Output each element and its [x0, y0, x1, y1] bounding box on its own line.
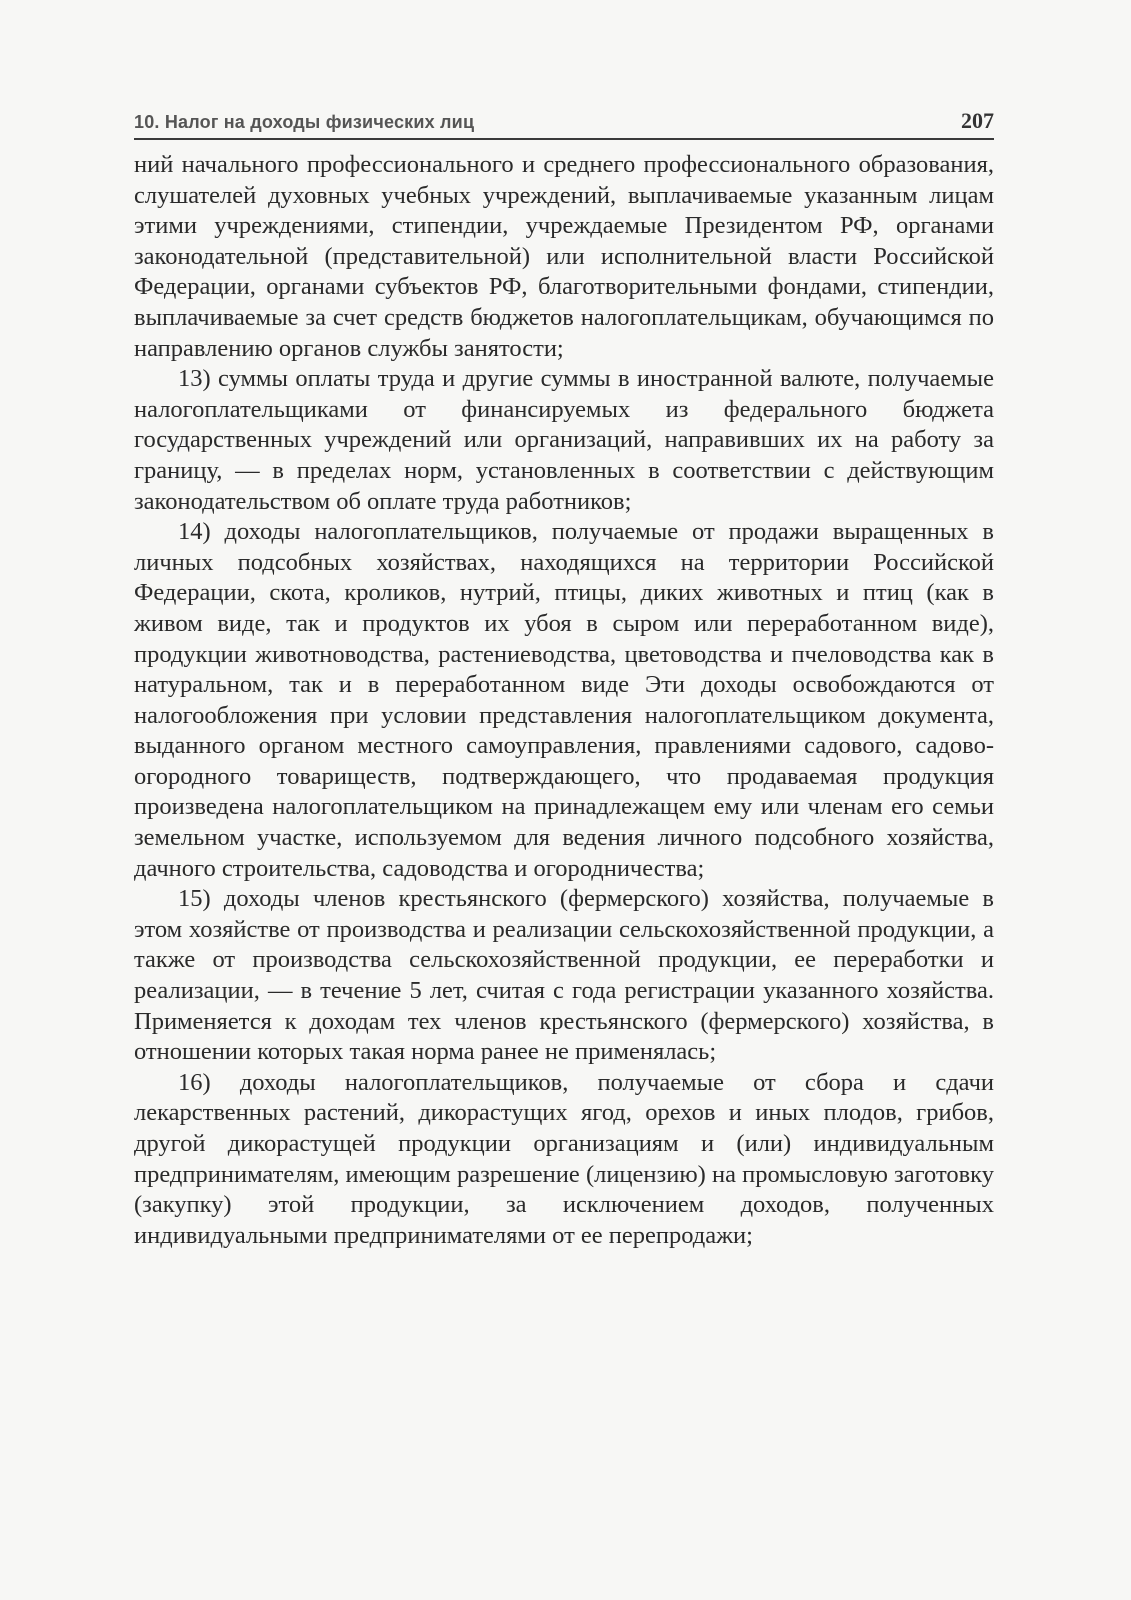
- paragraph-item-14: 14) доходы налогоплательщиков, получаемые от продажи выращенных в личных подсобных хозяйствах, находящихся на территории Российской Федерации, скота, кроликов, нутрий, птицы, диких животных и птиц (как в живом виде, так и продуктов их убоя в сыром или переработанном виде), продукции животноводства, растениеводства, цветоводства и пчеловодства как в натуральном, так и в переработанном виде Эти доходы освобождаются от налогообложения при условии представления налогоплательщиком документа, выданного органом местного самоуправления, правлениями садового, садово-огородного товариществ, подтверждающего, что продаваемая продукция произведена налогоплательщиком на принадлежащем ему или членам его семьи земельном участке, используемом для ведения личного подсобного хозяйства, дачного строительства, садоводства и огородничества;: [134, 518, 994, 882]
- page-number: 207: [961, 108, 994, 133]
- paragraph-continuation: ний начального профессионального и среднего профессионального образования, слушателей духовных учебных учреждений, выплачиваемые указанным лицам этими учреждениями, стипендии, учреждаемые Президентом РФ, органами законодательной (представительной) или исполнительной власти Российской Федерации, органами субъектов РФ, благотворительными фондами, стипендии, выплачиваемые за счет средств бюджетов налогоплательщикам, обучающимся по направлению органов службы занятости;: [134, 151, 994, 362]
- paragraph-item-15: 15) доходы членов крестьянского (фермерского) хозяйства, получаемые в этом хозяйстве от производства и реализации сельскохозяйственной продукции, а также от производства сельскохозяйственной продукции, ее переработки и реализации, — в течение 5 лет, считая с года регистрации указанного хозяйства. Применяется к доходам тех членов крестьянского (фермерского) хозяйства, в отношении которых такая норма ранее не применялась;: [134, 885, 994, 1066]
- body-text: [134, 150, 994, 1251]
- running-header: [134, 108, 994, 140]
- chapter-title: 10. Налог на доходы физических лиц: [134, 112, 475, 132]
- book-page: [134, 108, 994, 1251]
- paragraph-item-13: 13) суммы оплаты труда и другие суммы в иностранной валюте, получаемые налогоплательщиками от финансируемых из федерального бюджета государственных учреждений или организаций, направивших их на работу за границу, — в пределах норм, установленных в соответствии с действующим законодательством об оплате труда работников;: [134, 365, 994, 515]
- paragraph-item-16: 16) доходы налогоплательщиков, получаемые от сбора и сдачи лекарственных растений, дикорастущих ягод, орехов и иных плодов, грибов, другой дикорастущей продукции организациям и (или) индивидуальным предпринимателям, имеющим разрешение (лицензию) на промысловую заготовку (закупку) этой продукции, за исключением доходов, полученных индивидуальными предпринимателями от ее перепродажи;: [134, 1068, 994, 1249]
